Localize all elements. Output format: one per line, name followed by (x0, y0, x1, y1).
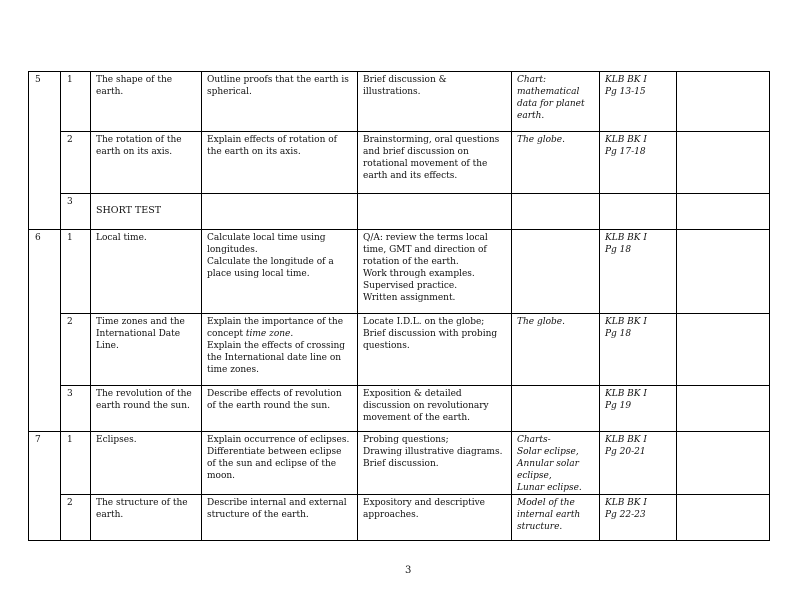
reference-book: KLB BK I (605, 435, 647, 445)
activities-cell (358, 386, 512, 432)
objective: Calculate local time using longitudes. (207, 233, 326, 255)
reference-pages: Pg 22-23 (605, 510, 646, 520)
lesson-cell: 1 (61, 72, 91, 132)
activity: Brainstorming, oral questions and brief discussion on rotational movement of the earth and its effects. (363, 135, 500, 181)
reference-book: KLB BK I (605, 135, 647, 145)
activity: Q/A: review the terms local time, GMT and direction of rotation of the earth. (363, 233, 488, 267)
topic-cell: The structure of the earth. (91, 495, 202, 541)
objectives-cell (202, 386, 358, 432)
remarks-cell (677, 194, 770, 230)
activities-cell (358, 314, 512, 386)
table-row (29, 432, 770, 495)
reference-pages: Pg 13-15 (605, 87, 646, 97)
resources-cell (512, 230, 600, 314)
short-test-label: SHORT TEST (96, 205, 162, 216)
objective: Outline proofs that the earth is spherical. (207, 75, 349, 97)
resources-cell: The globe. (512, 132, 600, 194)
references-cell (600, 132, 677, 194)
references-cell (600, 495, 677, 541)
resources-cell (512, 194, 600, 230)
table-row (29, 194, 770, 230)
resource: Lunar eclipse. (517, 483, 582, 493)
lesson-cell: 2 (61, 314, 91, 386)
table-row (29, 314, 770, 386)
reference-book: KLB BK I (605, 317, 647, 327)
objectives-cell (202, 72, 358, 132)
objective-text: Explain the importance of the concept (207, 317, 344, 339)
activities-cell (358, 132, 512, 194)
resources-cell: Chart: mathematical data for planet earth. (512, 72, 600, 132)
objectives-cell (202, 314, 358, 386)
activity: Expository and descriptive approaches. (363, 498, 485, 520)
lesson-cell: 3 (61, 386, 91, 432)
resource: Annular solar eclipse, (517, 459, 579, 481)
activity: Supervised practice. (363, 281, 458, 291)
remarks-cell (677, 72, 770, 132)
remarks-cell (677, 230, 770, 314)
table-row (29, 72, 770, 132)
objective: Explain the effects of crossing the International date line on time zones. (207, 341, 346, 375)
objectives-cell (202, 495, 358, 541)
activity: Brief discussion. (363, 459, 439, 469)
references-cell (600, 194, 677, 230)
week-cell: 7 (29, 432, 61, 541)
objectives-cell (202, 230, 358, 314)
topic-cell: Local time. (91, 230, 202, 314)
activity: Brief discussion & illustrations. (363, 75, 447, 97)
lesson-cell: 3 (61, 194, 91, 230)
remarks-cell (677, 386, 770, 432)
table-row (29, 386, 770, 432)
topic-cell (91, 194, 202, 230)
table-row (29, 132, 770, 194)
topic-cell: Eclipses. (91, 432, 202, 495)
resource: Charts- (517, 435, 551, 445)
lesson-cell: 2 (61, 132, 91, 194)
table-row (29, 230, 770, 314)
remarks-cell (677, 314, 770, 386)
reference-pages: Pg 18 (605, 245, 632, 255)
objective: Differentiate between eclipse of the sun and eclipse of the moon. (207, 447, 342, 481)
activities-cell (358, 432, 512, 495)
objective: Describe internal and external structure of the earth. (207, 498, 347, 520)
objectives-cell (202, 132, 358, 194)
activities-cell (358, 194, 512, 230)
reference-book: KLB BK I (605, 389, 647, 399)
activities-cell (358, 230, 512, 314)
objective: Explain effects of rotation of the earth on its axis. (207, 135, 338, 157)
reference-book: KLB BK I (605, 233, 647, 243)
page-number: 3 (405, 565, 412, 576)
activity: Drawing illustrative diagrams. (363, 447, 503, 457)
lesson-cell: 2 (61, 495, 91, 541)
lesson-cell: 1 (61, 230, 91, 314)
reference-book: KLB BK I (605, 498, 647, 508)
reference-pages: Pg 20-21 (605, 447, 646, 457)
remarks-cell (677, 495, 770, 541)
references-cell (600, 386, 677, 432)
remarks-cell (677, 132, 770, 194)
resources-cell (512, 432, 600, 495)
reference-book: KLB BK I (605, 75, 647, 85)
objective: Describe effects of revolution of the earth round the sun. (207, 389, 342, 411)
activity: Locate I.D.L. on the globe; (363, 317, 485, 327)
references-cell (600, 314, 677, 386)
resource: Solar eclipse, (517, 447, 579, 457)
resources-cell: Model of the internal earth structure. (512, 495, 600, 541)
topic-cell: The revolution of the earth round the sun. (91, 386, 202, 432)
activity: Work through examples. (363, 269, 475, 279)
lesson-cell: 1 (61, 432, 91, 495)
objectives-cell (202, 194, 358, 230)
remarks-cell (677, 432, 770, 495)
topic-cell: The rotation of the earth on its axis. (91, 132, 202, 194)
activities-cell (358, 72, 512, 132)
resources-cell: The globe. (512, 314, 600, 386)
references-cell (600, 72, 677, 132)
reference-pages: Pg 17-18 (605, 147, 646, 157)
references-cell (600, 230, 677, 314)
objectives-cell (202, 432, 358, 495)
reference-pages: Pg 18 (605, 329, 632, 339)
objective (207, 316, 352, 340)
table-row (29, 495, 770, 541)
activity: Probing questions; (363, 435, 449, 445)
references-cell (600, 432, 677, 495)
week-cell: 5 (29, 72, 61, 230)
objective-emphasis: time zone. (245, 329, 294, 339)
objective: Explain occurrence of eclipses. (207, 435, 350, 445)
topic-cell: Time zones and the International Date Line. (91, 314, 202, 386)
activities-cell (358, 495, 512, 541)
activity: Brief discussion with probing questions. (363, 329, 498, 351)
reference-pages: Pg 19 (605, 401, 632, 411)
scheme-of-work-table (28, 71, 770, 541)
week-cell: 6 (29, 230, 61, 432)
resources-cell (512, 386, 600, 432)
topic-cell: The shape of the earth. (91, 72, 202, 132)
activity: Exposition & detailed discussion on revolutionary movement of the earth. (363, 389, 489, 423)
objective: Calculate the longitude of a place using local time. (207, 257, 334, 279)
activity: Written assignment. (363, 293, 456, 303)
